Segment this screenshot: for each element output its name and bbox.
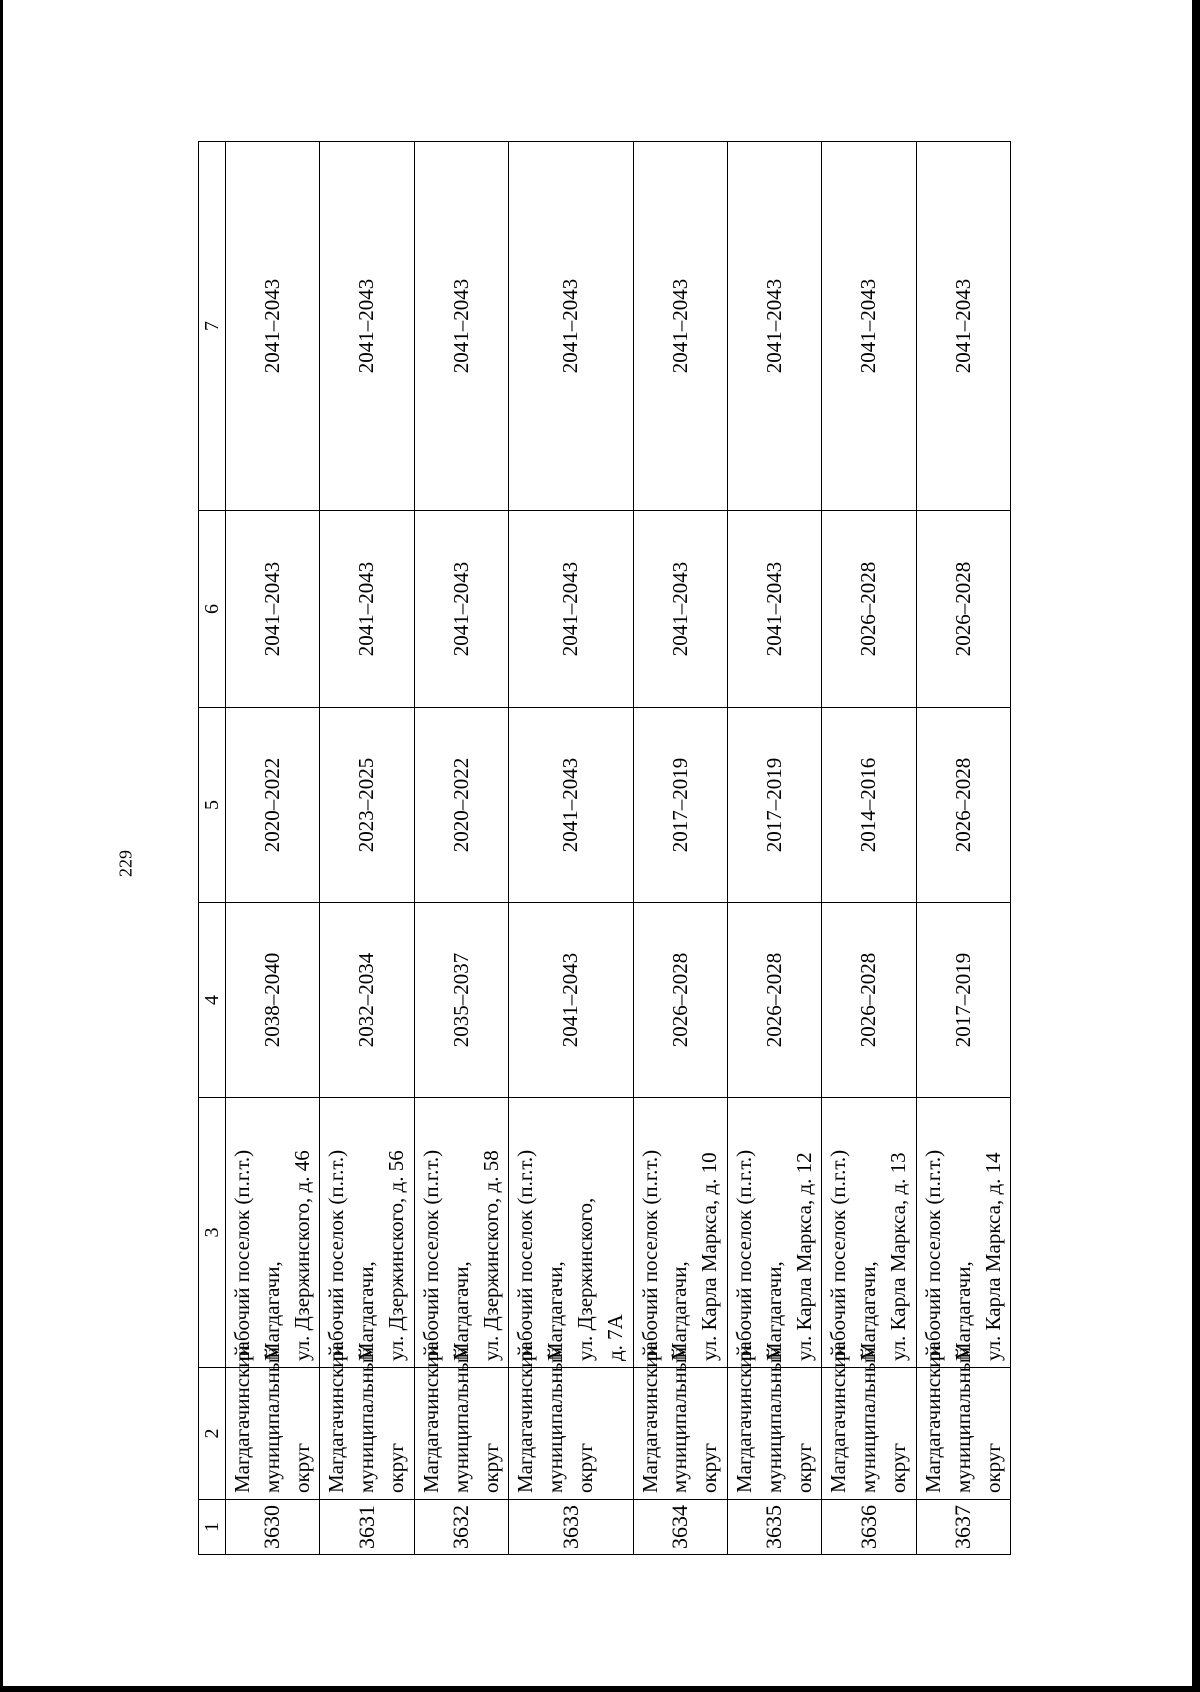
- district-cell: Магдагачинский муниципальный округ: [916, 1368, 1010, 1500]
- address-cell: рабочий поселок (п.г.т.) Магдагачи, ул. Дзержинского, д. 58: [414, 1098, 508, 1368]
- period-cell-4: 2026–2028: [822, 903, 916, 1098]
- row-number-cell: 3630: [226, 1500, 320, 1555]
- header-cell-7: 7: [199, 142, 226, 511]
- district-cell: Магдагачинский муниципальный округ: [728, 1368, 822, 1500]
- table-header-row: [199, 142, 226, 1555]
- table-row: [509, 142, 633, 1555]
- period-cell-4: 2026–2028: [633, 903, 727, 1098]
- period-cell-6: 2041–2043: [728, 511, 822, 708]
- table-row: [633, 142, 727, 1555]
- period-cell-6: 2026–2028: [822, 511, 916, 708]
- table-row: [414, 142, 508, 1555]
- scan-edge-bottom: [0, 1686, 1200, 1692]
- table-row: [916, 142, 1010, 1555]
- address-cell: рабочий поселок (п.г.т.) Магдагачи, ул. Карла Маркса, д. 13: [822, 1098, 916, 1368]
- header-cell-5: 5: [199, 708, 226, 903]
- row-number-cell: 3631: [320, 1500, 414, 1555]
- period-cell-5: 2020–2022: [226, 708, 320, 903]
- district-cell: Магдагачинский муниципальный округ: [320, 1368, 414, 1500]
- row-number-cell: 3632: [414, 1500, 508, 1555]
- scan-edge-left: [0, 0, 3, 1692]
- period-cell-5: 2023–2025: [320, 708, 414, 903]
- period-cell-4: 2032–2034: [320, 903, 414, 1098]
- period-cell-6: 2041–2043: [509, 511, 633, 708]
- address-cell: рабочий поселок (п.г.т.) Магдагачи, ул. Карла Маркса, д. 14: [916, 1098, 1010, 1368]
- table-row: [822, 142, 916, 1555]
- row-number-cell: 3636: [822, 1500, 916, 1555]
- scan-edge-right: [1192, 0, 1200, 1692]
- period-cell-7: 2041–2043: [728, 142, 822, 511]
- period-cell-7: 2041–2043: [414, 142, 508, 511]
- header-cell-6: 6: [199, 511, 226, 708]
- period-cell-6: 2041–2043: [633, 511, 727, 708]
- period-cell-6: 2026–2028: [916, 511, 1010, 708]
- district-cell: Магдагачинский муниципальный округ: [226, 1368, 320, 1500]
- period-cell-7: 2041–2043: [509, 142, 633, 511]
- header-cell-3: 3: [199, 1098, 226, 1368]
- page-number: 229: [115, 850, 136, 877]
- period-cell-7: 2041–2043: [916, 142, 1010, 511]
- period-cell-5: 2041–2043: [509, 708, 633, 903]
- district-cell: Магдагачинский муниципальный округ: [633, 1368, 727, 1500]
- data-table: [198, 141, 1011, 1555]
- district-cell: Магдагачинский муниципальный округ: [509, 1368, 633, 1500]
- header-cell-4: 4: [199, 903, 226, 1098]
- period-cell-6: 2041–2043: [414, 511, 508, 708]
- period-cell-7: 2041–2043: [822, 142, 916, 511]
- district-cell: Магдагачинский муниципальный округ: [414, 1368, 508, 1500]
- table-row: [320, 142, 414, 1555]
- row-number-cell: 3635: [728, 1500, 822, 1555]
- rotated-table-container: [198, 142, 1005, 1555]
- row-number-cell: 3633: [509, 1500, 633, 1555]
- period-cell-7: 2041–2043: [226, 142, 320, 511]
- table-row: [728, 142, 822, 1555]
- period-cell-4: 2041–2043: [509, 903, 633, 1098]
- period-cell-4: 2017–2019: [916, 903, 1010, 1098]
- address-cell: рабочий поселок (п.г.т.) Магдагачи, ул. Дзержинского, д. 46: [226, 1098, 320, 1368]
- address-cell: рабочий поселок (п.г.т.) Магдагачи, ул. Карла Маркса, д. 12: [728, 1098, 822, 1368]
- row-number-cell: 3634: [633, 1500, 727, 1555]
- header-cell-1: 1: [199, 1500, 226, 1555]
- period-cell-5: 2020–2022: [414, 708, 508, 903]
- period-cell-4: 2038–2040: [226, 903, 320, 1098]
- address-cell: рабочий поселок (п.г.т.) Магдагачи, ул. Карла Маркса, д. 10: [633, 1098, 727, 1368]
- address-cell: рабочий поселок (п.г.т.) Магдагачи, ул. Дзержинского, д. 7А: [509, 1098, 633, 1368]
- period-cell-6: 2041–2043: [226, 511, 320, 708]
- period-cell-5: 2026–2028: [916, 708, 1010, 903]
- table-row: [226, 142, 320, 1555]
- district-cell: Магдагачинский муниципальный округ: [822, 1368, 916, 1500]
- header-cell-2: 2: [199, 1368, 226, 1500]
- period-cell-4: 2026–2028: [728, 903, 822, 1098]
- address-cell: рабочий поселок (п.г.т.) Магдагачи, ул. Дзержинского, д. 56: [320, 1098, 414, 1368]
- period-cell-7: 2041–2043: [320, 142, 414, 511]
- period-cell-4: 2035–2037: [414, 903, 508, 1098]
- period-cell-6: 2041–2043: [320, 511, 414, 708]
- period-cell-7: 2041–2043: [633, 142, 727, 511]
- period-cell-5: 2017–2019: [633, 708, 727, 903]
- row-number-cell: 3637: [916, 1500, 1010, 1555]
- period-cell-5: 2014–2016: [822, 708, 916, 903]
- period-cell-5: 2017–2019: [728, 708, 822, 903]
